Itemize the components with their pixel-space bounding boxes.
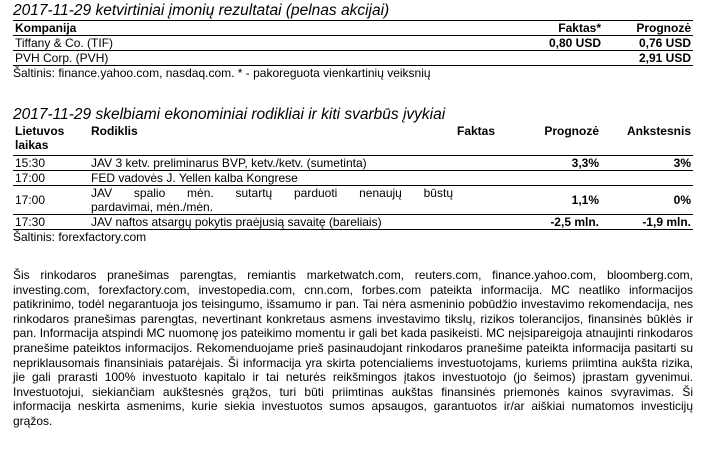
earnings-source: Šaltinis: finance.yahoo.com, nasdaq.com. * - pakoreguota vienkartinių veiksnių xyxy=(13,65,693,80)
earnings-header-row xyxy=(13,21,693,36)
actual-value xyxy=(513,51,603,66)
event-forecast: 1,1% xyxy=(521,186,601,215)
event-actual xyxy=(455,171,521,186)
event-indicator xyxy=(89,186,455,215)
table-row xyxy=(13,51,693,66)
header-time xyxy=(13,124,89,156)
event-forecast: -2,5 mln. xyxy=(521,215,601,230)
disclaimer-text: Šis rinkodaros pranešimas parengtas, remiantis marketwatch.com, reuters.com, finance.yahoo.com, bloomberg.com, investing.com, forexfactory.com, investopedia.com, cnn.com, forbes.com pateikta informacija. MC neatliko informacijos patikrinimo, todėl negarantuoja jos teisingumo, išsamumo ir pan. Tai nėra asmeninio pobūdžio investavimo rekomendacija, nes rinkodaros pranešimas parengtas, nevertinant konkretaus asmens investavimo tikslų, rizikos tolerancijos, finansinės būklės ir pan. Informacija atspindi MC nuomonę jos pateikimo momentu ir gali bet kada pasikeisti. MC neįsipareigoja atnaujinti rinkodaros pranešime pateiktos informacijos. Rekomenduojame prieš pasinaudojant rinkodaros pranešime pateikta informacija pasitarti su nepriklausomais finansiniais patarėjais. Ši informacija yra skirta potencialiems investuotojams, kuriems priimtina aukšta rizika, jie gali prarasti 100% investuoto kapitalo ir tai neturės reikšmingos įtakos investuotojo (jo šeimos) įprastam gyvenimui. Investuotojui, siekiančiam aukštesnės grąžos, turi būti priimtinas aukštas finansinės priemonės kainos svyravimas. Ši informacija neskirta asmenims, kurie siekia investuotos sumos apsaugos, garantuotos ir/ar aiškiai numatomos investicijų grąžos. xyxy=(13,268,693,428)
event-actual xyxy=(455,215,521,230)
event-previous: 0% xyxy=(601,186,693,215)
event-forecast: 3,3% xyxy=(521,156,601,171)
earnings-table xyxy=(13,21,693,65)
event-time: 17:00 xyxy=(13,186,89,215)
table-row xyxy=(13,215,693,230)
table-row xyxy=(13,36,693,51)
event-time: 17:30 xyxy=(13,215,89,230)
event-indicator: JAV 3 ketv. preliminarus BVP, ketv./ketv. (sumetinta) xyxy=(89,156,455,171)
event-time: 17:00 xyxy=(13,171,89,186)
events-source: Šaltinis: forexfactory.com xyxy=(13,229,693,244)
header-indicator: Rodiklis xyxy=(91,124,138,138)
event-forecast xyxy=(521,171,601,186)
event-indicator-line2: pardavimai, mėn./mėn. xyxy=(91,200,214,214)
earnings-title: 2017-11-29 ketvirtiniai įmonių rezultatai (pelnas akcijai) xyxy=(13,2,693,21)
earnings-section xyxy=(13,0,693,80)
events-table xyxy=(13,124,693,229)
events-section xyxy=(13,104,693,244)
event-actual xyxy=(455,156,521,171)
event-indicator-line1: JAV spalio mėn. sutartų parduoti nenaujų būstų xyxy=(91,186,453,200)
events-header-row xyxy=(13,124,693,156)
event-previous: 3% xyxy=(601,156,693,171)
event-time: 15:30 xyxy=(13,156,89,171)
table-row xyxy=(13,186,693,215)
event-previous: -1,9 mln. xyxy=(601,215,693,230)
event-indicator: FED vadovės J. Yellen kalba Kongrese xyxy=(89,171,455,186)
header-previous: Ankstesnis xyxy=(626,124,691,138)
events-title: 2017-11-29 skelbiami ekonominiai rodikliai ir kiti svarbūs įvykiai xyxy=(13,106,446,123)
header-actual: Faktas xyxy=(457,124,496,138)
table-row xyxy=(13,171,693,186)
forecast-value: 0,76 USD xyxy=(603,36,693,51)
actual-value: 0,80 USD xyxy=(513,36,603,51)
forecast-value: 2,91 USD xyxy=(603,51,693,66)
event-indicator: JAV naftos atsargų pokytis praėjusią savaitę (bareliais) xyxy=(89,215,455,230)
company-name: PVH Corp. (PVH) xyxy=(13,51,513,66)
company-name: Tiffany & Co. (TIF) xyxy=(13,36,513,51)
event-actual xyxy=(455,186,521,215)
header-actual: Faktas* xyxy=(558,21,601,35)
header-time-line2: laikas xyxy=(15,138,49,152)
header-company: Kompanija xyxy=(15,21,77,35)
header-time-line1: Lietuvos xyxy=(15,124,65,138)
header-forecast: Prognozė xyxy=(544,124,599,138)
header-forecast: Prognozė xyxy=(636,21,691,35)
table-row xyxy=(13,156,693,171)
event-previous xyxy=(601,171,693,186)
